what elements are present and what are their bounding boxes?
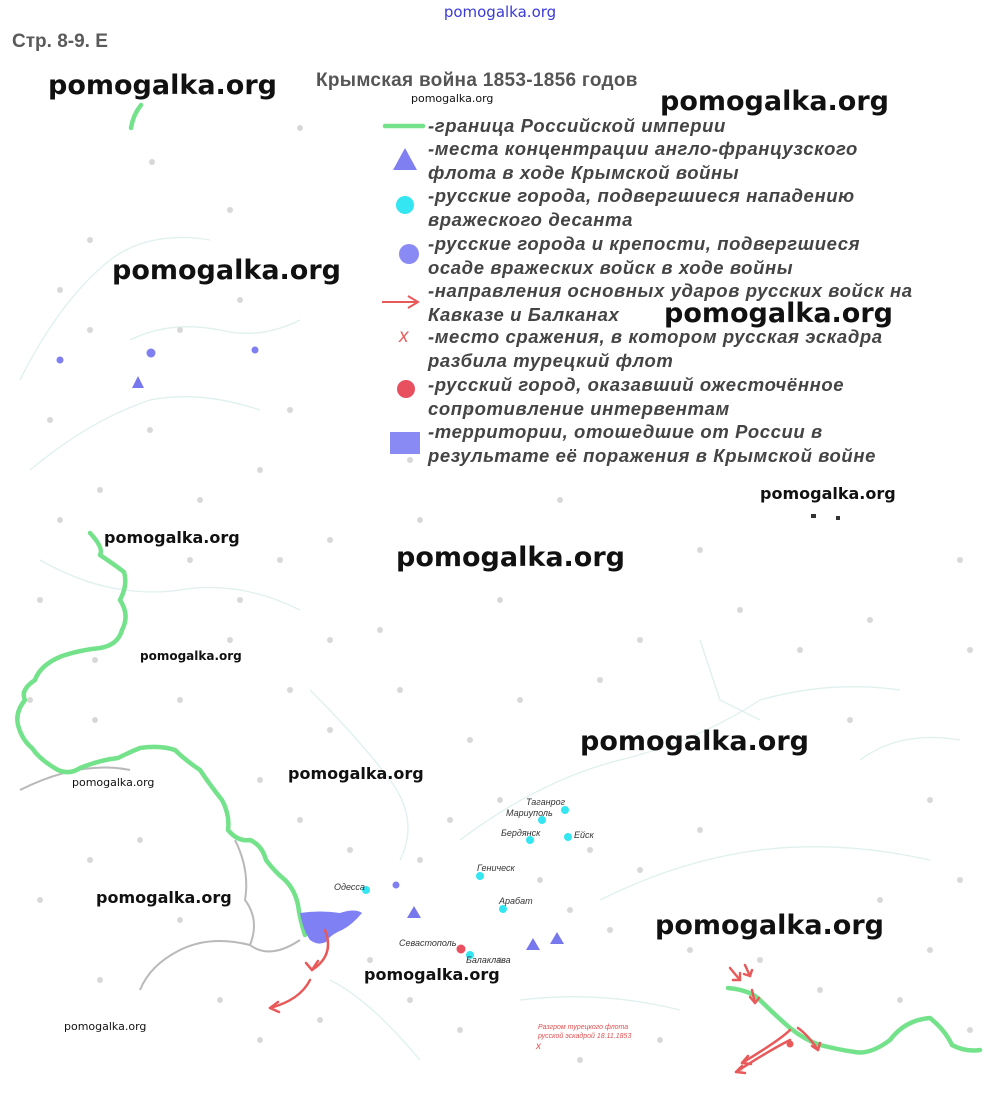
sevastopol-marker [457,945,466,954]
watermark: pomogalka.org [48,70,277,101]
watermark: pomogalka.org [140,649,242,663]
legend-arrows-text: -направления основных ударов русских войск на Кавказе и Балканах [428,280,913,325]
watermark: pomogalka.org [664,298,893,329]
legend-border-text: -граница Российской империи [428,115,726,136]
map-mark [836,516,840,520]
map-title: Крымская война 1853-1856 годов [316,70,638,91]
watermark: pomogalka.org [64,1020,147,1033]
legend-symbols [382,126,423,454]
watermark: pomogalka.org [580,726,809,757]
watermark: pomogalka.org [112,255,341,286]
offensive-arrows [270,930,820,1073]
site-watermark-header[interactable]: pomogalka.org [443,3,557,21]
city-label-berdyansk: Бердянск [501,828,541,838]
city-label-balaklava: Балаклава [466,955,511,965]
legend-battle-text: -место сражения, в котором русская эскадра разбила турецкий флот [428,326,883,371]
map-mark [811,514,816,518]
watermark: pomogalka.org [72,776,155,789]
watermark: pomogalka.org [760,484,896,503]
watermark: pomogalka.org [104,528,240,547]
battle-note-line1: Разгром турецкого флота [538,1024,629,1031]
legend-fleet-text: -места концентрации англо-французского флота в ходе Крымской войны [428,138,858,183]
watermark: pomogalka.org [411,92,494,105]
city-label-taganrog: Таганрог [526,797,566,807]
watermark: pomogalka.org [96,888,232,907]
legend-resist-text: -русский город, оказавший ожесточённое сопротивление интервентам [428,374,845,419]
page-label: Стр. 8-9. E [12,31,108,52]
watermark: pomogalka.org [288,764,424,783]
legend-x-icon: x [399,326,409,347]
watermark: pomogalka.org [364,965,500,984]
city-label-sevastopol: Севастополь [399,938,457,948]
city-label-genichesk: Геническ [477,863,515,873]
city-label-arabat: Арабат [499,896,533,906]
watermark: pomogalka.org [660,86,889,117]
watermark: pomogalka.org [655,910,884,941]
watermark: pomogalka.org [396,542,625,573]
battle-dot [787,1041,794,1048]
legend-ceded-text: -территории, отошедшие от России в результате её поражения в Крымской войне [428,421,877,466]
legend-siege-text: -русские города и крепости, подвергшиеся осаде вражеских войск в ходе войны [428,233,861,278]
legend-landing-text: -русские города, подвергшиеся нападению вражеского десанта [428,185,855,230]
battle-x-icon: x [536,1041,541,1052]
foreign-borders [20,768,300,991]
city-label-mariupol: Мариуполь [506,808,553,818]
city-label-eysk: Ейск [574,830,594,840]
ceded-territory [300,911,362,944]
battle-note-line2: русской эскадрой 18.11.1853 [538,1033,632,1040]
city-label-odessa: Одесса [334,882,365,892]
besieged-cities [57,347,400,889]
